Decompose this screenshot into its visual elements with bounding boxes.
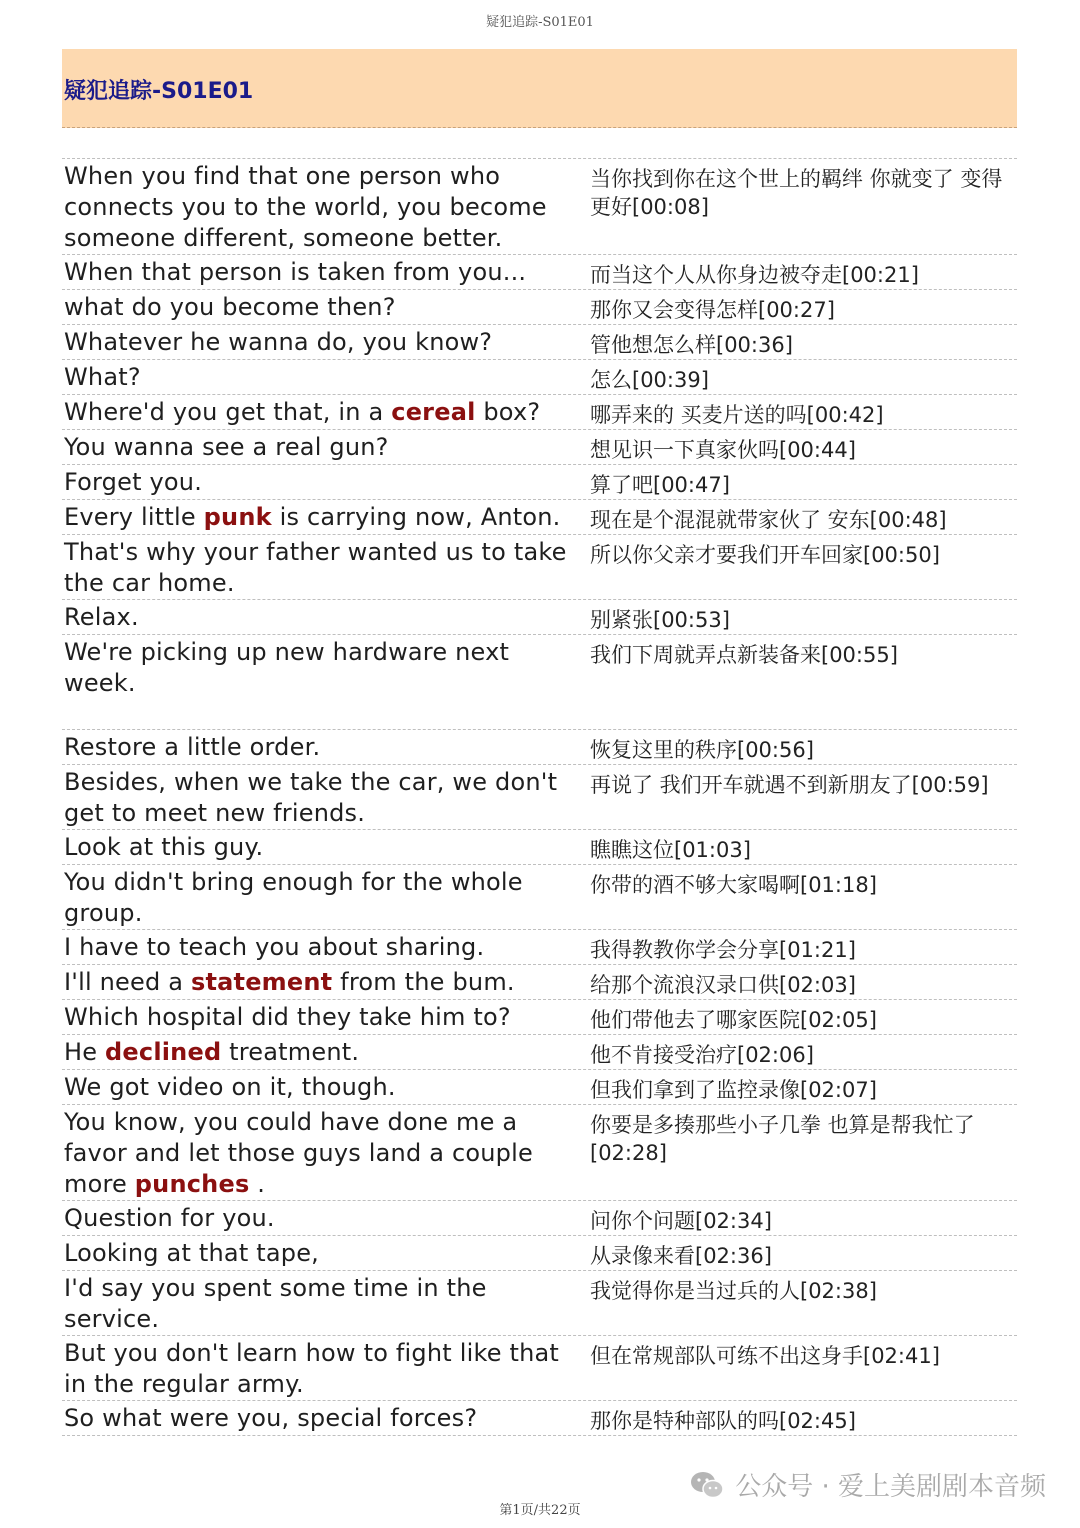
english-text: Relax. [64,603,139,631]
english-line [62,967,586,999]
english-text: When that person is taken from you... [64,258,527,286]
english-text: You wanna see a real gun? [64,433,389,461]
subtitle-row [62,158,1017,254]
chinese-line: 问你个问题[02:34] [590,1209,772,1233]
english-text: box? [475,398,541,426]
english-text: We got video on it, though. [64,1073,396,1101]
chinese-line: 恢复这里的秩序[00:56] [590,738,814,762]
english-text: I'd say you spent some time in the service. [64,1274,487,1333]
chinese-line: 但我们拿到了监控录像[02:07] [590,1078,877,1102]
english-text: Look at this guy. [64,833,264,861]
english-text: from the bum. [332,968,515,996]
chinese-line: 我觉得你是当过兵的人[02:38] [590,1279,877,1303]
english-line [62,1037,586,1069]
english-line [62,602,586,634]
chinese-line: 现在是个混混就带家伙了 安东[00:48] [590,508,947,532]
english-text: Restore a little order. [64,733,321,761]
english-line [62,327,586,359]
page-number: 第1页/共22页 [499,1503,581,1518]
subtitle-row [62,729,1017,764]
english-line [62,1107,586,1200]
english-text: Every little [64,503,204,531]
chinese-line: 哪弄来的 买麦片送的吗[00:42] [590,403,884,427]
subtitle-row [62,324,1017,359]
chinese-line: 所以你父亲才要我们开车回家[00:50] [590,543,940,567]
english-text: We're picking up new hardware next week. [64,638,510,697]
chinese-line: 再说了 我们开车就遇不到新朋友了[00:59] [590,773,989,797]
english-text: Besides, when we take the car, we don't get to meet new friends. [64,768,558,827]
chinese-line: 而当这个人从你身边被夺走[00:21] [590,263,919,287]
english-line [62,932,586,964]
subtitle-row [62,359,1017,394]
subtitle-row [62,829,1017,864]
chinese-line: 那你是特种部队的吗[02:45] [590,1409,856,1433]
title-band [62,49,1017,128]
document-title: 疑犯追踪-S01E01 [64,79,254,104]
highlighted-keyword: declined [105,1038,222,1066]
english-text: . [249,1170,266,1198]
english-text: But you don't learn how to fight like that in the regular army. [64,1339,560,1398]
english-text: Question for you. [64,1204,275,1232]
subtitle-row [62,764,1017,829]
english-text: What? [64,363,141,391]
english-line [62,1203,586,1235]
chinese-line: 那你又会变得怎样[00:27] [590,298,835,322]
chinese-line: 从录像来看[02:36] [590,1244,772,1268]
english-line [62,397,586,429]
english-text: Forget you. [64,468,203,496]
subtitle-row [62,1200,1017,1235]
english-line [62,1002,586,1034]
english-line [62,867,586,929]
english-line [62,1238,586,1270]
english-line [62,637,586,699]
chinese-line: 瞧瞧这位[01:03] [590,838,751,862]
subtitle-row [62,634,1017,729]
english-text: what do you become then? [64,293,396,321]
subtitle-row [62,394,1017,429]
chinese-line: 但在常规部队可练不出这身手[02:41] [590,1344,940,1368]
english-line [62,362,586,394]
english-line [62,767,586,829]
english-text: Whatever he wanna do, you know? [64,328,493,356]
english-text: I'll need a [64,968,191,996]
chinese-line: 你带的酒不够大家喝啊[01:18] [590,873,877,897]
watermark [689,1466,1046,1503]
chinese-line: 管他想怎么样[00:36] [590,333,793,357]
english-text: Looking at that tape, [64,1239,320,1267]
chinese-line: 别紧张[00:53] [590,608,730,632]
chinese-line: 我得教教你学会分享[01:21] [590,938,856,962]
chinese-line: 他们带他去了哪家医院[02:05] [590,1008,877,1032]
chinese-line: 当你找到你在这个世上的羁绊 你就变了 变得更好[00:08] [590,167,1003,219]
english-line [62,432,586,464]
english-text: He [64,1038,106,1066]
chinese-line: 怎么[00:39] [590,368,709,392]
highlighted-keyword: cereal [391,398,476,426]
subtitle-row [62,1104,1017,1200]
highlighted-keyword: punches [134,1170,250,1198]
subtitle-row [62,929,1017,964]
english-line [62,161,586,254]
subtitle-row [62,1335,1017,1400]
english-text: I have to teach you about sharing. [64,933,485,961]
english-text: Which hospital did they take him to? [64,1003,511,1031]
subtitle-row [62,999,1017,1034]
subtitle-row [62,429,1017,464]
subtitle-table [62,158,1017,1436]
chinese-line: 算了吧[00:47] [590,473,730,497]
english-text: treatment. [221,1038,360,1066]
english-line [62,1072,586,1104]
english-text: When you find that one person who connects you to the world, you become someone different, someone better. [64,162,547,252]
chinese-line: 我们下周就弄点新装备来[00:55] [590,643,898,667]
chinese-line: 给那个流浪汉录口供[02:03] [590,973,856,997]
english-line [62,732,586,764]
english-line [62,502,586,534]
subtitle-row [62,599,1017,634]
subtitle-row [62,534,1017,599]
english-text: You know, you could have done me a favor and let those guys land a couple more [64,1108,533,1198]
english-line [62,1338,586,1400]
subtitle-row [62,499,1017,534]
subtitle-row [62,1069,1017,1104]
english-text: So what were you, special forces? [64,1404,478,1432]
english-line [62,1273,586,1335]
english-line [62,292,586,324]
highlighted-keyword: statement [190,968,333,996]
wechat-icon [689,1470,725,1500]
english-text: Where'd you get that, in a [64,398,392,426]
english-line [62,537,586,599]
english-text: You didn't bring enough for the whole group. [64,868,523,927]
english-line [62,1403,586,1435]
subtitle-row [62,464,1017,499]
subtitle-row [62,1270,1017,1335]
chinese-line: 想见识一下真家伙吗[00:44] [590,438,856,462]
subtitle-row [62,1400,1017,1436]
subtitle-row [62,1235,1017,1270]
chinese-line: 他不肯接受治疗[02:06] [590,1043,814,1067]
english-line [62,257,586,289]
watermark-text: 公众号 · 爱上美剧剧本音频 [735,1472,1046,1502]
subtitle-row [62,289,1017,324]
english-text: is carrying now, Anton. [271,503,561,531]
subtitle-row [62,964,1017,999]
english-text: That's why your father wanted us to take the car home. [64,538,567,597]
english-line [62,467,586,499]
subtitle-row [62,1034,1017,1069]
subtitle-row [62,864,1017,929]
english-line [62,832,586,864]
subtitle-row [62,254,1017,289]
highlighted-keyword: punk [203,503,272,531]
running-header: 疑犯追踪-S01E01 [486,15,594,30]
chinese-line: 你要是多揍那些小子几拳 也算是帮我忙了[02:28] [590,1113,975,1165]
